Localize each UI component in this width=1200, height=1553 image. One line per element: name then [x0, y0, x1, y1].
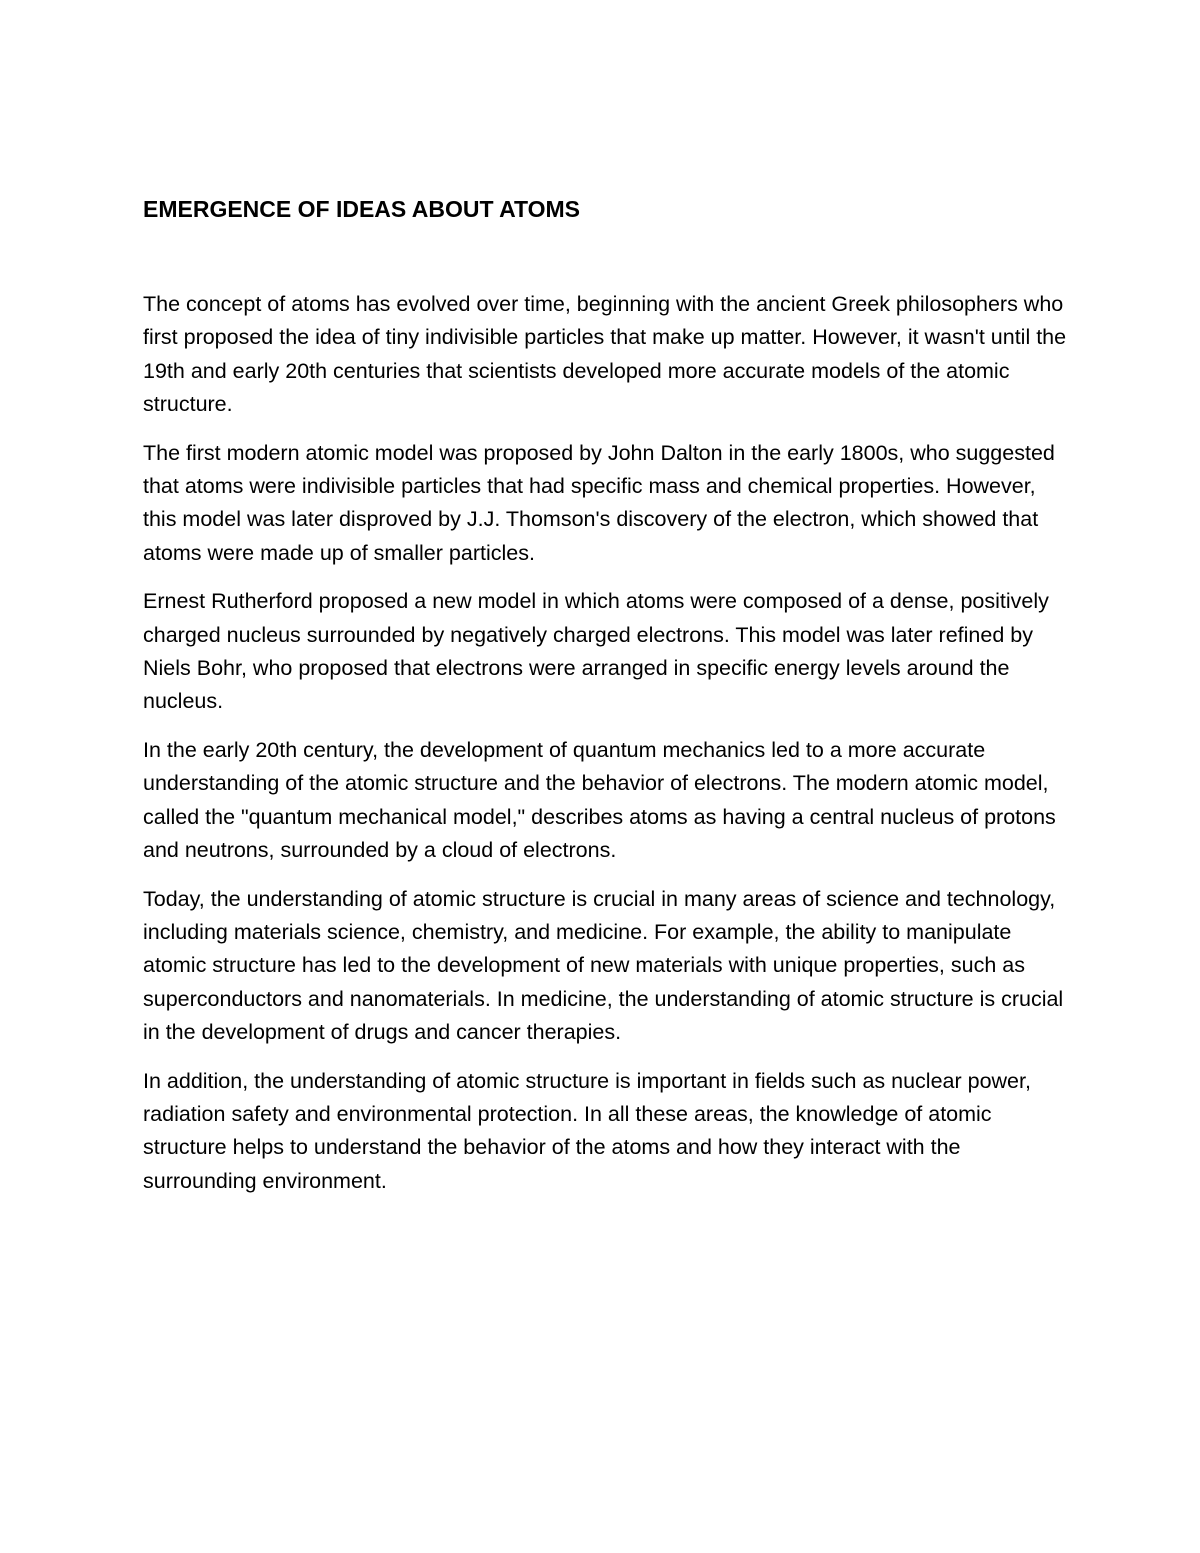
document-body — [143, 193, 1073, 1213]
paragraph-dalton-model: The first modern atomic model was proposed by John Dalton in the early 1800s, who suggested that atoms were indivisible particles that had specific mass and chemical properties. However, this model was later disproved by J.J. Thomson's discovery of the electron, which showed that atoms were made up of smaller particles. — [143, 440, 1055, 565]
paragraph-other-fields: In addition, the understanding of atomic structure is important in fields such as nuclear power, radiation safety and environmental protection. In all these areas, the knowledge of atomic structure helps to understand the behavior of the atoms and how they interact with the surrounding environment. — [143, 1068, 1031, 1193]
paragraph-rutherford-bohr: Ernest Rutherford proposed a new model in which atoms were composed of a dense, positively charged nucleus surrounded by negatively charged electrons. This model was later refined by Niels Bohr, who proposed that electrons were arranged in specific energy levels around the nucleus. — [143, 589, 1049, 714]
paragraph-early-concept: The concept of atoms has evolved over time, beginning with the ancient Greek philosophers who first proposed the idea of tiny indivisible particles that make up matter. However, it wasn't until the 19th and early 20th centuries that scientists developed more accurate models of the atomic structure. — [143, 292, 1067, 417]
paragraph-quantum-model: In the early 20th century, the development of quantum mechanics led to a more accurate understanding of the atomic structure and the behavior of electrons. The modern atomic model, called the "quantum mechanical model," describes atoms as having a central nucleus of protons and neutrons, surrounded by a cloud of electrons. — [143, 737, 1056, 863]
paragraph-applications: Today, the understanding of atomic structure is crucial in many areas of science and technology, including materials science, chemistry, and medicine. For example, the ability to manipulate atomic structure has led to the development of new materials with unique properties, such as superconductors and nanomaterials. In medicine, the understanding of atomic structure is crucial in the development of drugs and cancer therapies. — [143, 886, 1064, 1045]
document-title: EMERGENCE OF IDEAS ABOUT ATOMS — [143, 196, 581, 222]
